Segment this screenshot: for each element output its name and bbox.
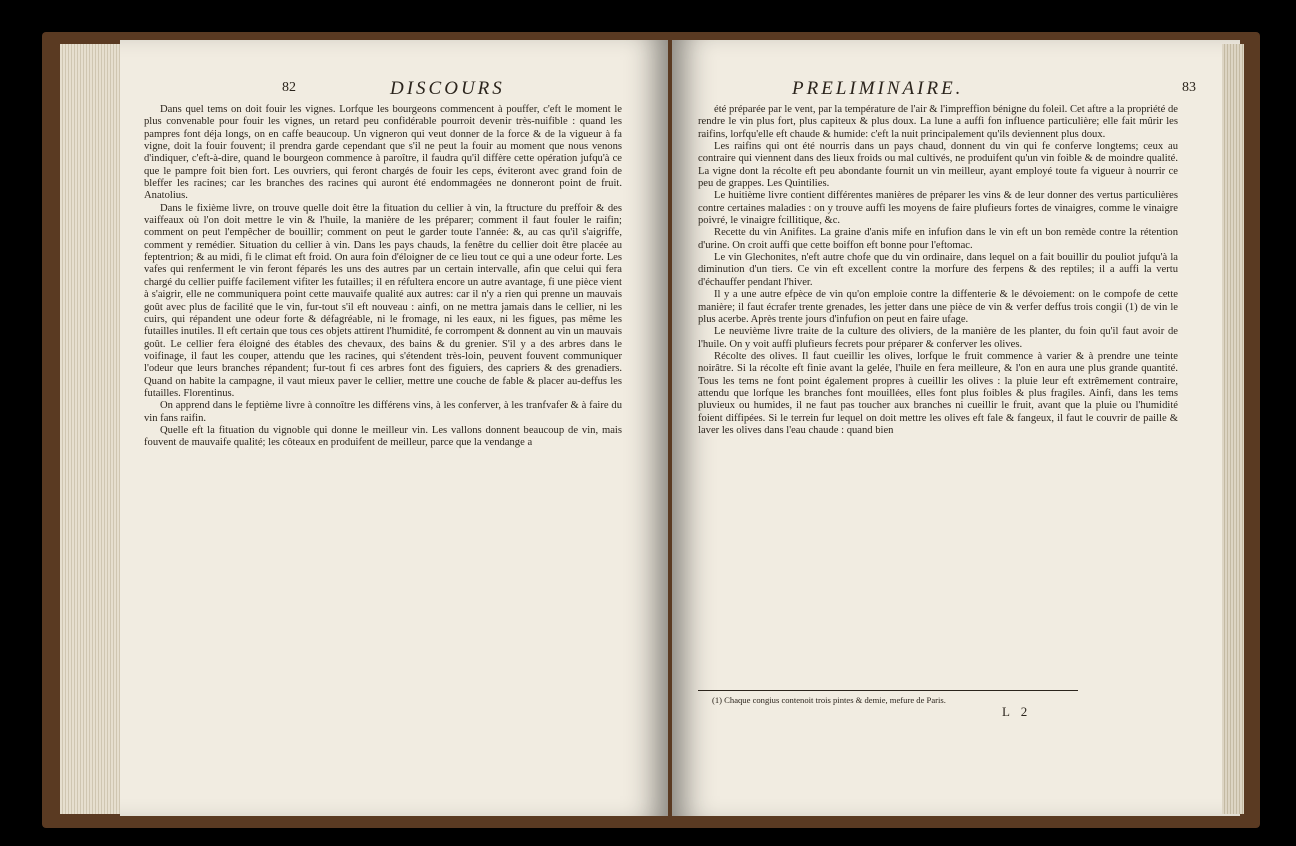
page-edges-right <box>1222 44 1244 814</box>
running-header-right: PRELIMINAIRE. <box>792 78 964 99</box>
paragraph: Recette du vin Anifites. La graine d'anis mife en infufion dans le vin eft un bon remède contre la rétention d'urine. On croit auffi que cette boiffon eft bonne pour l'eftomac. <box>698 227 1178 251</box>
paragraph: Le neuvième livre traite de la culture des oliviers, de la manière de les planter, du foin qu'il faut avoir de l'huile. On y voit auffi plufieurs fecrets pour préparer & conferver les olives. <box>698 326 1178 350</box>
paragraph: On apprend dans le feptième livre à connoître les différens vins, à les conferver, à les tranfvafer & à faire du vin fans raifin. <box>144 400 622 424</box>
right-page <box>672 40 1240 816</box>
paragraph: Dans le fixième livre, on trouve quelle doit être la fituation du cellier à vin, la ftructure du preffoir & des vaiffeaux où l'on doit mettre le vin & l'huile, la manière de les préparer; comment il faut fouler le raifin; comment on peut l'empêcher de bouillir; comment on peut le garder toute l'année: &, au cas qu'il s'aigriffe, comment y remédier. Situation du cellier à vin. Dans les pays chauds, la fenêtre du cellier doit être placée au feptentrion; & au midi, fi le climat eft froid. On aura foin d'éloigner de ce lieu tout ce qui a une odeur forte. Les vafes qui renferment le vin feront féparés les uns des autres par un certain intervalle, afin que celui qui fera chargé du cellier puiffe facilement vifiter les futailles; il en réfultera encore un autre avantage, fi une pièce vient à s'aigrir, elle ne communiquera point cette mauvaife qualité aux autres: car il n'y a rien qui prenne un mauvais goût avec plus de facilité que le vin, fur-tout s'il eft nouveau : ainfi, on ne mettra jamais dans le cellier, ni les cuirs, qui répandent une odeur forte & défagréable, ni le fromage, ni les eaux, ni les figues, pas même les futailles inutiles. Il eft certain que tous ces objets attirent l'humidité, fe corrompent & donnent au vin un mauvais goût. Le cellier fera éloigné des étables des chevaux, des bains & du grenier. S'il y a des arbres dans le voifinage, il faut les couper, attendu que les racines, qui s'étendent très-loin, peuvent fouvent communiquer l'odeur que leurs branches répandent; fur-tout fi ces arbres font des figuiers, des capriers & des grenadiers. Quand on habite la campagne, il vaut mieux paver le cellier, mettre une couche de fable & placer au-deffus les futailles. Florentinus. <box>144 202 622 399</box>
paragraph: Récolte des olives. Il faut cueillir les olives, lorfque le fruit commence à varier & à prendre une teinte noirâtre. Si la récolte eft finie avant la gelée, l'huile en fera meilleure, & l'on en aura une plus grande quantité. Tous les tems ne font point également propres à cueillir les olives : la pluie leur eft extrêmement contraire, attendu que lorfque les branches font mouillées, elles font plus foibles & plus fragiles. Ainfi, dans les tems pluvieux ou humides, il ne faut pas toucher aux branches ni cueillir le fruit, avant que la pluie ou l'humidité foient diffipées. Si le terrein fur lequel on doit mettre les olives eft fale & fangeux, il faut le couvrir de paille & laver les olives dans l'eau chaude : quand bien <box>698 350 1178 436</box>
right-body-text <box>698 104 1178 437</box>
paragraph: Les raifins qui ont été nourris dans un pays chaud, donnent du vin qui fe conferve longtems; ceux au contraire qui viennent dans des lieux froids ou mal cultivés, ne produifent qu'un vin foible & de moindre qualité. La vigne dont la récolte eft peu abondante fournit un vin meilleur, ayant employé toute fa vigueur à nourrir ce peu de grappes. Les Quintilies. <box>698 141 1178 190</box>
paragraph: été préparée par le vent, par la température de l'air & l'impreffion bénigne du foleil. Cet aftre a la propriété de rendre le vin plus fort, plus capiteux & plus doux. La lune a auffi fon influence particulière; elle fait mûrir les raifins, lorfqu'elle eft chaude & humide: c'eft la nuit principalement qu'ils deviennent plus doux. <box>698 104 1178 140</box>
paragraph: Quelle eft la fituation du vignoble qui donne le meilleur vin. Les vallons donnent beaucoup de vin, mais fouvent de mauvaife qualité; les côteaux en produifent de meilleur, parce que la vendange a <box>144 424 622 449</box>
paragraph: Il y a une autre efpèce de vin qu'on emploie contre la diffenterie & le dévoiement: on le compofe de cette manière; il faut écrafer trente grenades, les jetter dans une pièce de vin & verfer deffus trois congii (1) de vin le plus acerbe. Après trente jours d'infufion on peut en faire ufage. <box>698 289 1178 325</box>
paragraph: Le vin Glechonites, n'eft autre chofe que du vin ordinaire, dans lequel on a fait bouillir du pouliot jufqu'à la diminution d'un tiers. Ce vin eft excellent contre la morfure des ferpens & des reptiles; il a auffi la vertu d'échauffer pendant l'hiver. <box>698 252 1178 288</box>
left-page <box>120 40 668 816</box>
signature-mark: L 2 <box>1002 704 1032 719</box>
left-body-text <box>144 104 622 450</box>
footnote: (1) Chaque congius contenoit trois pintes & demie, mefure de Paris. <box>712 695 946 705</box>
paragraph: Dans quel tems on doit fouir les vignes. Lorfque les bourgeons commencent à pouffer, c'eft le moment le plus convenable pour fouir les vignes, un retard peu confidérable pourroit devenir très-nuifible : quand les pampres font déja longs, on en caffe beaucoup. Un vigneron qui veut donner de la force & de la vigueur à fa vigne, doit la fouir fouvent; il prendra garde cependant que s'il ne peut la fouir au moment que nous venons d'indiquer, c'eft-à-dire, quand le bourgeon commence à paroître, il faudra qu'il diffère cette opération jufqu'à ce que le pampre foit bien fort. Les ouvriers, qui feront chargés de fouir les ceps, éviteront avec grand foin de bleffer les racines; car les branches des racines qui auront été endommagées ne donneront point de fruit. Anatolius. <box>144 104 622 202</box>
running-header-left: DISCOURS <box>390 78 505 99</box>
page-number-left: 82 <box>282 80 296 95</box>
page-number-right: 83 <box>1182 80 1196 95</box>
paragraph: Le huitième livre contient différentes manières de préparer les vins & de leur donner des vertus particulières contre certaines maladies : on y trouve auffi les moyens de faire plufieurs fortes de vinaigres, comme le vinaigre poivré, le vinaigre fcillitique, &c. <box>698 190 1178 227</box>
footnote-rule <box>698 690 1078 691</box>
